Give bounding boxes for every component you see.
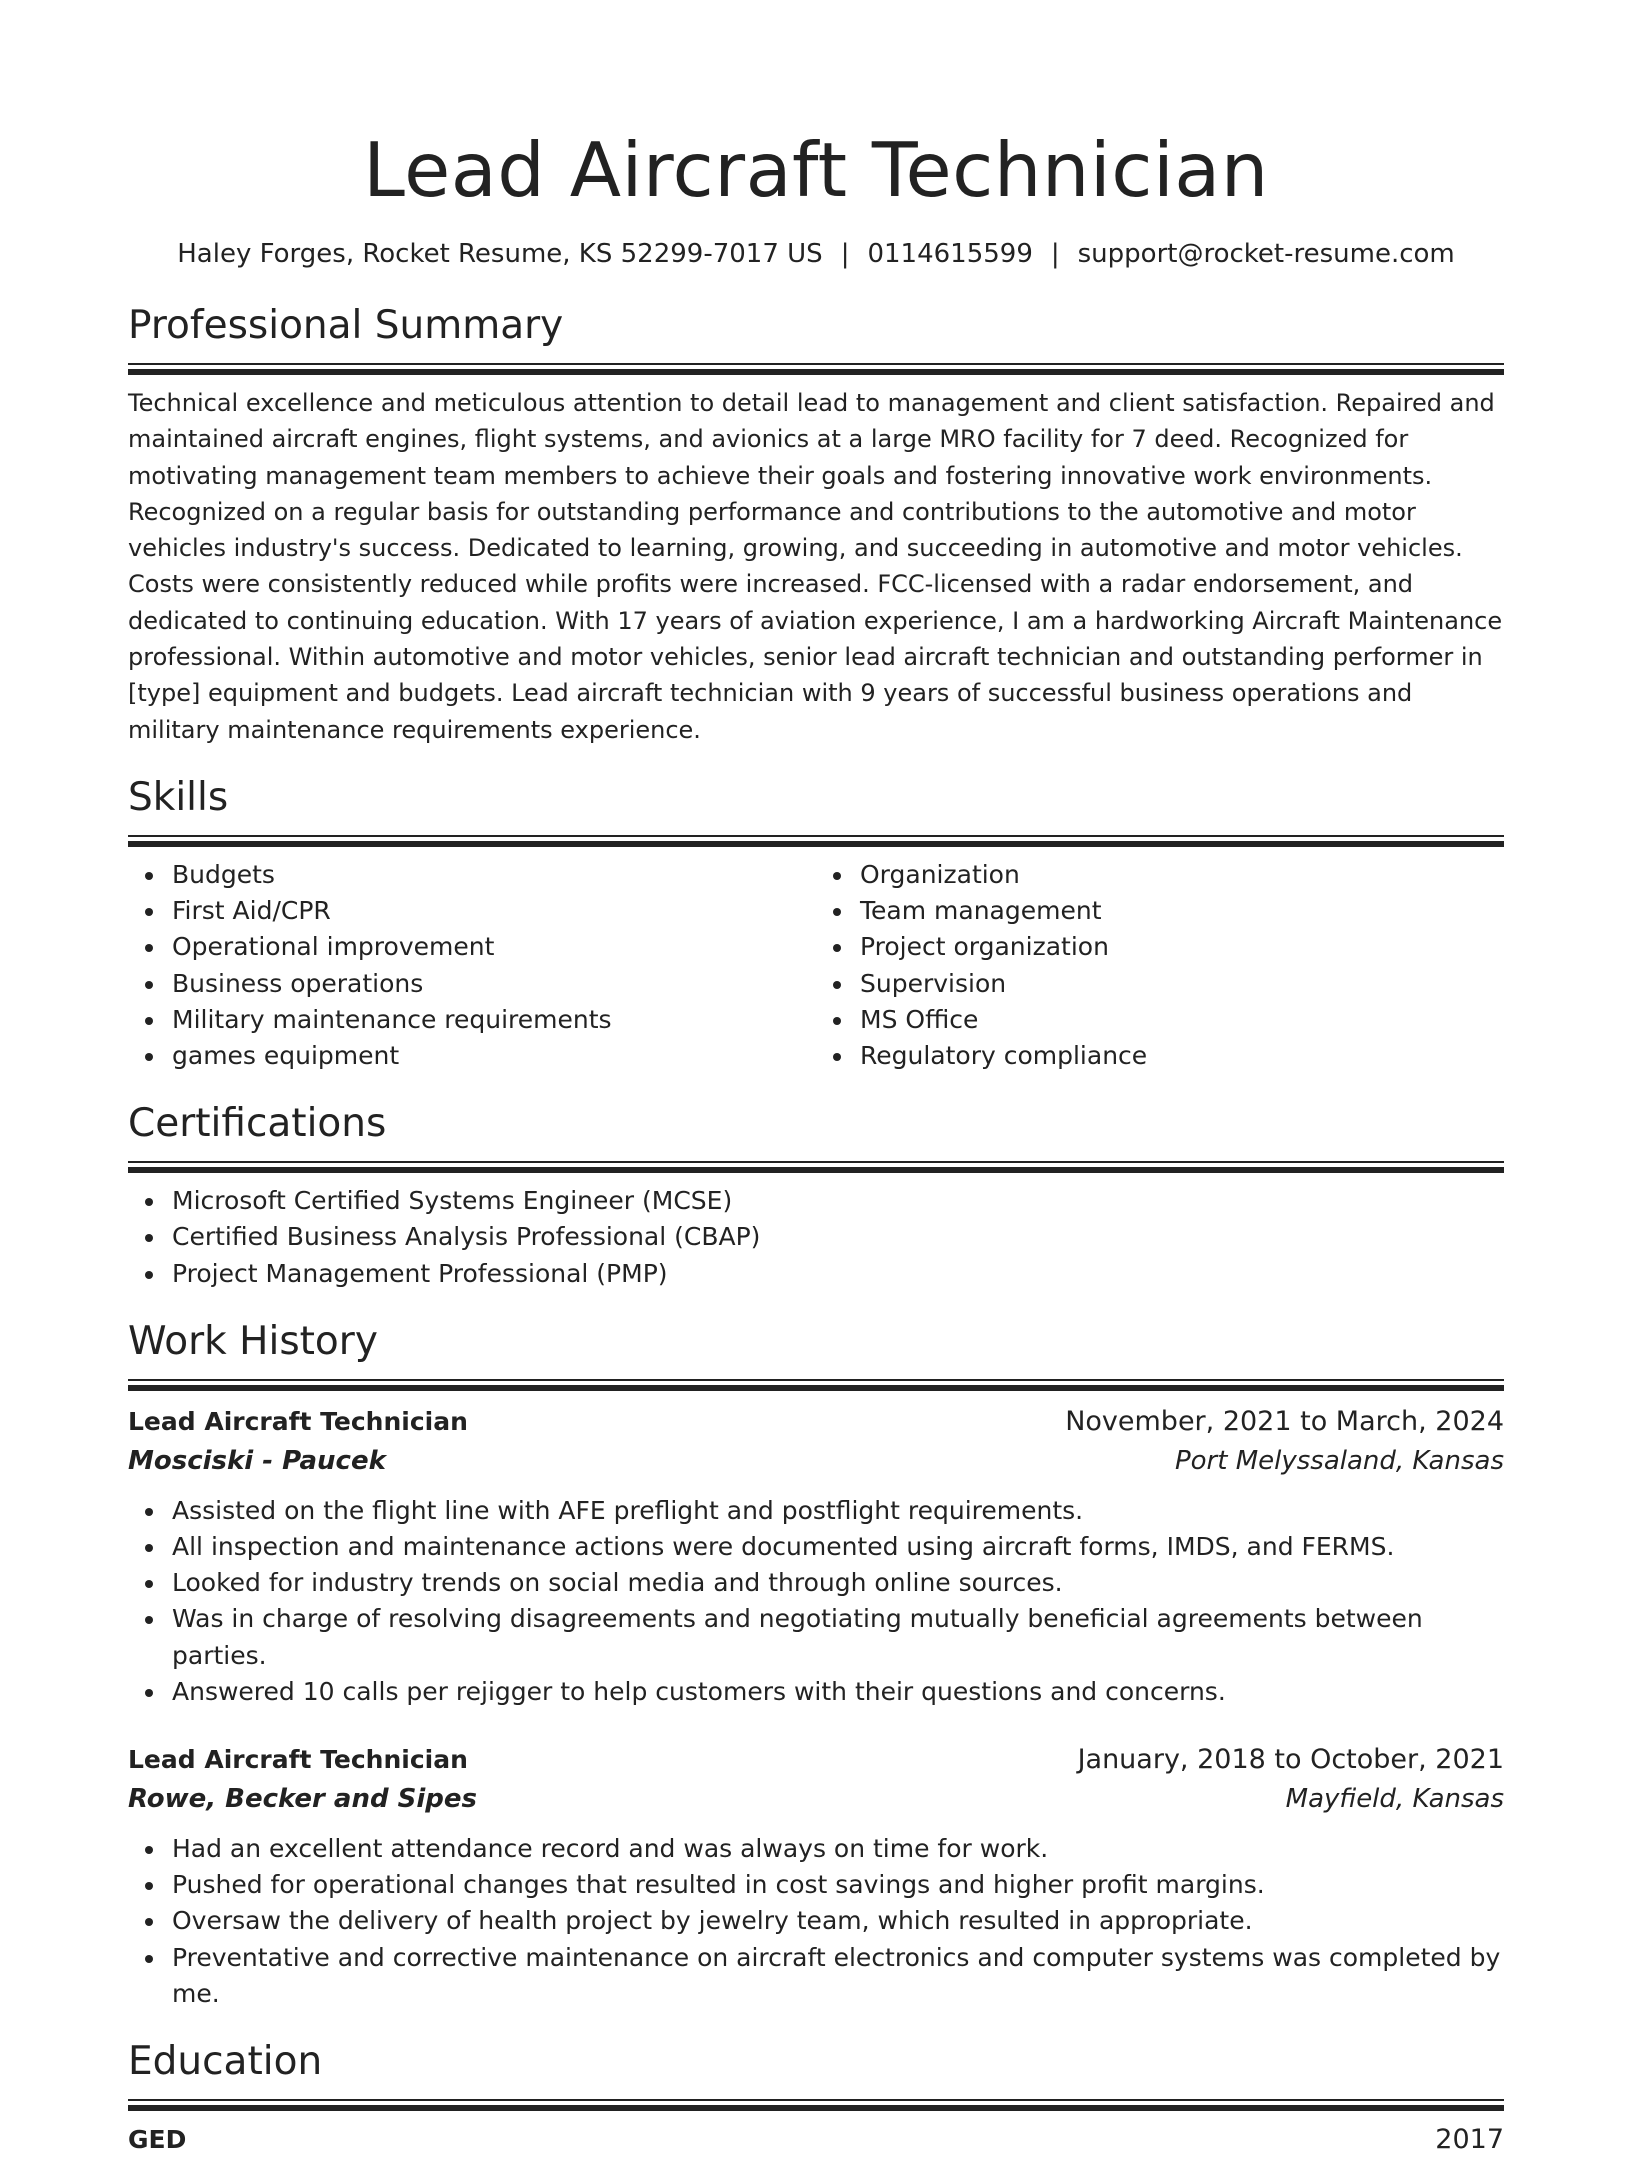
summary-text: Technical excellence and meticulous attention to detail lead to management and client satisfaction. Repaired and maintained aircraft engines, flight systems, and avionics at a large MRO facility for 7 deed. Recognized for motivating management team members to achieve their goals and fostering innovative work environments. Recognized on a regular basis for outstanding performance and contributions to the automotive and motor vehicles industry's success. Dedicated to learning, growing, and succeeding in automotive and motor vehicles. Costs were consistently reduced while profits were increased. FCC-licensed with a radar endorsement, and dedicated to continuing education. With 17 years of aviation experience, I am a hardworking Aircraft Maintenance professional. Within automotive and motor vehicles, senior lead aircraft technician and outstanding performer in [type] equipment and budgets. Lead aircraft technician with 9 years of successful business operations and military maintenance requirements experience. [128, 389, 1503, 744]
skill-item: games equipment [172, 1038, 816, 1074]
education-entry [128, 2120, 1504, 2160]
job-duties [128, 1831, 1504, 2012]
job-subheader [128, 1780, 1504, 1818]
section-heading-skills: Skills [128, 774, 229, 820]
contact-email: support@rocket-resume.com [1077, 239, 1455, 269]
education-degree: GED [128, 2125, 187, 2155]
section-divider [128, 1379, 1504, 1390]
section-divider [128, 1161, 1504, 1172]
job-duty-item: Pushed for operational changes that resulted in cost savings and higher profit margins. [172, 1867, 1504, 1903]
job-duties [128, 1493, 1504, 1710]
section-heading-work-history: Work History [128, 1318, 378, 1364]
job-subheader [128, 1442, 1504, 1480]
job-duty-item: Had an excellent attendance record and was always on time for work. [172, 1831, 1504, 1867]
skills-columns [128, 857, 1504, 1074]
certification-item: Project Management Professional (PMP) [172, 1256, 1504, 1292]
education-year: 2017 [1435, 2124, 1504, 2156]
job-duty-item: All inspection and maintenance actions were documented using aircraft forms, IMDS, and FERMS. [172, 1529, 1504, 1565]
certifications-section [128, 1101, 1504, 1292]
contact-address: Haley Forges, Rocket Resume, KS 52299-7017 US [177, 239, 823, 269]
certifications-list [128, 1183, 1504, 1292]
job-dates: January, 2018 to October, 2021 [1077, 1744, 1504, 1776]
certification-item: Microsoft Certified Systems Engineer (MCSE) [172, 1183, 1504, 1219]
job-dates: November, 2021 to March, 2024 [1065, 1405, 1504, 1437]
section-heading-certifications: Certifications [128, 1101, 387, 1147]
job-entry [128, 1740, 1504, 2012]
skill-item: Supervision [860, 966, 1504, 1002]
skills-list-right [816, 857, 1504, 1074]
job-title: Lead Aircraft Technician [128, 1406, 468, 1436]
job-location: Mayfield, Kansas [1285, 1784, 1504, 1815]
resume-title: Lead Aircraft Technician [363, 126, 1269, 214]
section-divider [128, 363, 1504, 374]
job-duty-item: Looked for industry trends on social media and through online sources. [172, 1565, 1504, 1601]
skill-item: Business operations [172, 966, 816, 1002]
section-divider [128, 835, 1504, 846]
skill-item: Regulatory compliance [860, 1038, 1504, 1074]
job-title: Lead Aircraft Technician [128, 1745, 468, 1775]
skills-list-left [128, 857, 816, 1074]
job-entry [128, 1402, 1504, 1710]
job-header [128, 1740, 1504, 1780]
skill-item: MS Office [860, 1002, 1504, 1038]
job-duty-item: Was in charge of resolving disagreements and negotiating mutually beneficial agreements between parties. [172, 1601, 1504, 1673]
contact-line [128, 238, 1504, 270]
section-heading-summary: Professional Summary [128, 303, 564, 348]
job-company: Rowe, Becker and Sipes [128, 1784, 477, 1815]
skill-item: Team management [860, 893, 1504, 929]
section-heading-education: Education [128, 2039, 323, 2085]
skill-item: Budgets [172, 857, 816, 893]
skill-item: Organization [860, 857, 1504, 893]
summary-section [128, 303, 1504, 748]
job-company: Mosciski - Paucek [128, 1445, 386, 1476]
resume-page [128, 0, 1504, 2160]
section-divider [128, 2099, 1504, 2110]
job-duty-item: Preventative and corrective maintenance on aircraft electronics and computer systems was completed by me. [172, 1940, 1504, 2012]
certification-item: Certified Business Analysis Professional (CBAP) [172, 1219, 1504, 1255]
skill-item: Project organization [860, 929, 1504, 965]
job-location: Port Melyssaland, Kansas [1174, 1445, 1504, 1476]
contact-separator: | [840, 239, 850, 269]
contact-separator: | [1050, 239, 1060, 269]
skill-item: Operational improvement [172, 929, 816, 965]
job-duty-item: Answered 10 calls per rejigger to help customers with their questions and concerns. [172, 1674, 1504, 1710]
job-duty-item: Assisted on the flight line with AFE preflight and postflight requirements. [172, 1493, 1504, 1529]
contact-phone: 0114615599 [867, 239, 1033, 269]
education-section [128, 2039, 1504, 2160]
skill-item: Military maintenance requirements [172, 1002, 816, 1038]
job-header [128, 1402, 1504, 1442]
skills-section [128, 775, 1504, 1074]
skill-item: First Aid/CPR [172, 893, 816, 929]
job-duty-item: Oversaw the delivery of health project by jewelry team, which resulted in appropriate. [172, 1903, 1504, 1939]
work-history-section [128, 1319, 1504, 2012]
